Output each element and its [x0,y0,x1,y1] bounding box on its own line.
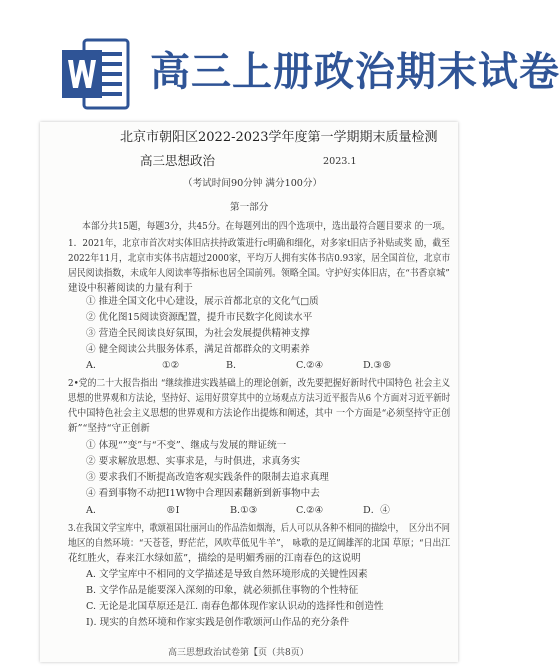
word-document-icon [62,38,130,110]
answer-choice: A． [86,505,103,516]
question-line: 2•党的二十大报告指出 “继续推进实践基础上的理论创新，改先要把握好新时代中国特色 社会主义 [68,378,451,389]
header-banner [0,0,560,122]
option-item: B. 文学作品是能要深入深刻的印象，就必须抓住事物的个性特征 [86,585,359,596]
question-line: 花红胜火，春来江水绿如蓝”，描绘的是明媚秀丽的江南春色的这说明 [68,553,361,564]
question-line: 思想的世界观和方法论，坚持好、运用好贯穿其中的立场观点方法习近平报告从6 个方面对习近平新时 [68,393,451,404]
exam-paper-page [40,122,458,662]
option-item: ③ 营造全民阅读良好氛围，为社会发展提供精神支撑 [86,328,310,339]
option-item: ③ 要求我们不断提高改造客观实践条件的限制去追求真理 [86,472,329,483]
subject-title: 高三思想政治 [140,153,216,168]
option-item: ① 推进全国文化中心建设，展示首都北京的文化气□质 [86,296,319,307]
option-item: ④ 健全阅读公共服务体系，满足首都群众的文明素养 [86,344,310,355]
option-item: ② 优化图15阅读资源配置，提升市民数字化阅读水平 [86,312,313,323]
answer-choice: B.①③ [230,505,258,516]
option-item: C. 无论是北国草原还是江. 南春色都体现作家认识动的选择性和创造性 [86,601,384,612]
answer-choice: ①② [162,360,180,371]
answer-choice: A． [86,360,103,371]
answer-choice: B． [226,360,243,371]
question-line: 3.在我国文学宝库中，歌颂祖国壮丽河山的作品浩如烟海，后人可以从各种不相同的描绘中， 区分出不同 [68,523,450,534]
answer-choice: D.③® [363,360,392,371]
option-item: ② 要求解放思想、实事求是，与时俱进，求真务实 [86,456,301,467]
answer-choice: ®I [166,505,180,516]
question-line: 2022年11月，北京市实体书店超过2000家，平均万人拥有实体书店0.93家，居全国首位，北京市 [68,253,451,264]
document-title: 北京市朝阳区2022-2023学年度第一学期期末质量检测 [120,130,438,145]
answer-choice: C.②④ [296,360,324,371]
banner-title: 高三上册政治期末试卷 [150,49,560,95]
part-heading: 第一部分 [230,202,269,213]
exam-date: 2023.1 [323,156,357,167]
question-line: 居民阅读指数，未成年人阅读率等指标也居全国前列。领略全国。守护好实体旧店，在“书香京城” [68,268,450,279]
option-item: ① 体现“”变”与“不变”、继成与发展的辩证统一 [86,440,287,451]
question-line: 新”“坚持“守正创新 [68,423,150,434]
question-line: 建设中积蓄阅读的力量有利于 [68,283,193,294]
question-line: 地区的自然环境：“天苍苍，野茫茫，风吹草低见牛羊”， 咏歌的是辽阔雄浑的北国 草原；“日出江 [68,538,451,549]
answer-choice: C.②④ [296,505,324,516]
option-item: A. 文学宝库中不相同的文学描述是导致自然环境形成的关键性因素 [86,569,368,580]
page-footer: 高三思想政治试卷第【页（共8页） [168,648,309,658]
question-line: 代中国特色社会主义思想的世界观和方法论作出提炼和阐述，其中 一个方面是“必须坚持守正创 [68,408,451,419]
instruction-text: 本部分共15题，每题3分，共45分。在每题列出的四个选项中，选出最符合题目要求 的一项。 [82,221,451,232]
answer-choice: D．④ [363,505,390,516]
option-item: I). 现实的自然环境和作家实践是创作歌颂河山作品的充分条件 [86,617,350,628]
option-item: ④ 看到事物不动把I1W物中合理因素翻新到新事物中去 [86,488,320,499]
question-line: 1．2021年，北京市首次对实体旧店扶持政策进行c明确和细化，对多家t旧店予补贴或奖 励，截至 [68,238,450,249]
exam-info: （考试时间90分钟 满分100分） [183,178,323,189]
